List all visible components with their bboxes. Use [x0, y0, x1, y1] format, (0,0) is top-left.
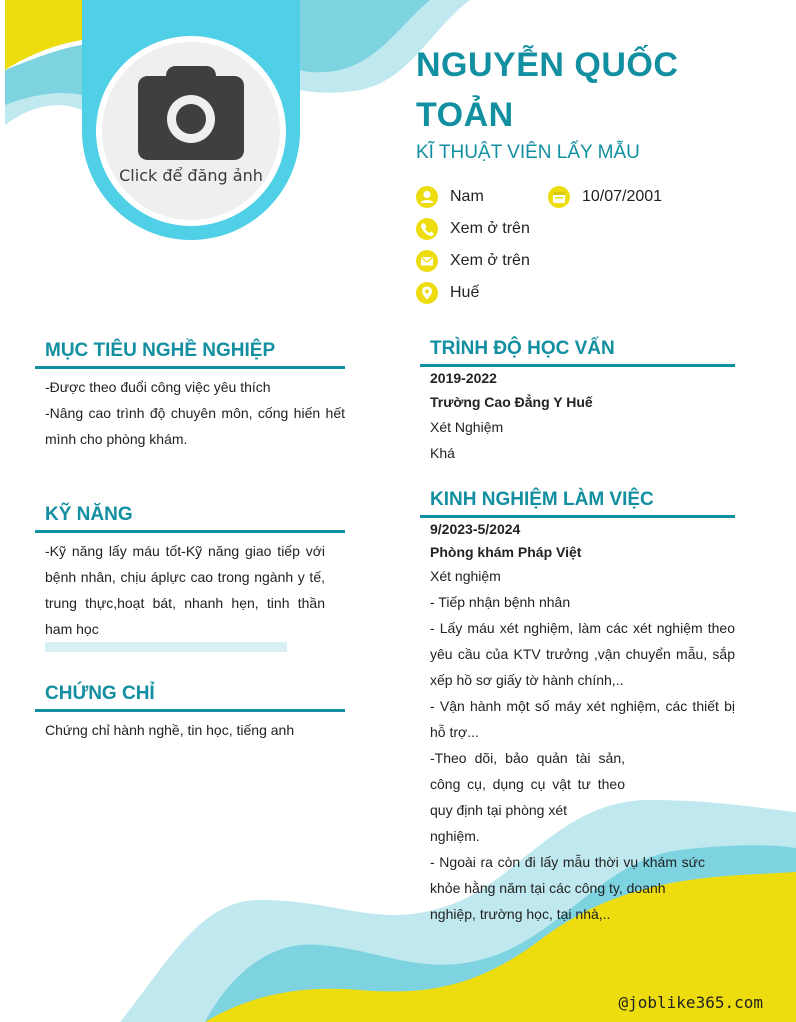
- education-content: [430, 366, 735, 466]
- education-period: 2019-2022: [430, 370, 497, 386]
- experience-company: Phòng khám Pháp Việt: [430, 544, 582, 560]
- experience-position: Xét nghiệm: [430, 568, 501, 584]
- certificates-title: CHỨNG CHỈ: [45, 683, 155, 704]
- phone-icon: [416, 218, 438, 240]
- experience-item-4b: nghiệm.: [430, 828, 480, 844]
- candidate-name: [416, 40, 756, 140]
- objective-content: [45, 374, 345, 452]
- phone-row: [416, 218, 530, 240]
- skills-divider: [35, 530, 345, 533]
- skills-content: -Kỹ năng lấy máu tốt-Kỹ năng giao tiếp với bệnh nhân, chịu áplực cao trong ngành y tế, trung thực,hoạt bát, nhanh hẹn, tinh thần ham học: [45, 543, 325, 637]
- email-row: [416, 250, 530, 272]
- objective-line-2: -Nâng cao trình độ chuyên môn, cống hiến hết mình cho phòng khám.: [45, 405, 345, 447]
- experience-title: KINH NGHIỆM LÀM VIỆC: [430, 489, 654, 510]
- experience-item-2: - Lấy máu xét nghiệm, làm các xét nghiệm theo yêu cầu của KTV trưởng ,vận chuyển mẫu, sắp xếp hồ sơ giấy tờ hành chính,..: [430, 620, 735, 688]
- objective-title: MỤC TIÊU NGHỀ NGHIỆP: [45, 340, 276, 361]
- education-title: TRÌNH ĐỘ HỌC VẤN: [430, 338, 615, 359]
- gender-row: [416, 186, 484, 208]
- photo-caption: Click để đăng ảnh: [119, 166, 263, 185]
- skill-level-bar: [45, 642, 287, 652]
- certificates-divider: [35, 709, 345, 712]
- address-row: [416, 282, 479, 304]
- phone-value: Xem ở trên: [450, 220, 530, 237]
- watermark: @joblike365.com: [618, 993, 763, 1012]
- experience-item-5b: nghiệp, trường học, tại nhà,..: [430, 906, 611, 922]
- calendar-icon: [548, 186, 570, 208]
- birthday-value: 10/07/2001: [582, 188, 663, 205]
- education-grade: Khá: [430, 445, 455, 461]
- education-major: Xét Nghiệm: [430, 419, 504, 435]
- certificates-content: Chứng chỉ hành nghề, tin học, tiếng anh: [45, 722, 295, 738]
- upload-photo-button[interactable]: [102, 42, 280, 220]
- experience-item-3: - Vận hành một số máy xét nghiệm, các thiết bị hỗ trợ...: [430, 698, 735, 740]
- birthday-row: [548, 186, 662, 208]
- gender-value: Nam: [450, 188, 484, 205]
- email-value: Xem ở trên: [450, 252, 530, 269]
- name-line-2: TOẢN: [416, 96, 514, 134]
- education-school: Trường Cao Đẳng Y Huế: [430, 394, 593, 410]
- experience-item-4a: -Theo dõi, bảo quản tài sản, công cụ, dụng cụ vật tư theo quy định tại phòng xét: [430, 750, 625, 818]
- mail-icon: [416, 250, 438, 272]
- experience-item-1: - Tiếp nhận bệnh nhân: [430, 594, 571, 610]
- experience-period: 9/2023-5/2024: [430, 521, 521, 537]
- objective-line-1: -Được theo đuổi công việc yêu thích: [45, 379, 271, 395]
- experience-item-5a: - Ngoài ra còn đi lấy mẫu thời vụ khám sức khỏe hằng năm tại các công ty, doanh: [430, 854, 705, 896]
- objective-divider: [35, 366, 345, 369]
- user-icon: [416, 186, 438, 208]
- experience-content: [430, 517, 735, 927]
- address-value: Huế: [450, 284, 480, 301]
- location-pin-icon: [416, 282, 438, 304]
- job-title: KĨ THUẬT VIÊN LẤY MẪU: [416, 142, 640, 163]
- camera-icon: [136, 66, 246, 160]
- skills-title: KỸ NĂNG: [45, 504, 133, 525]
- name-line-1: NGUYỄN QUỐC: [416, 46, 679, 84]
